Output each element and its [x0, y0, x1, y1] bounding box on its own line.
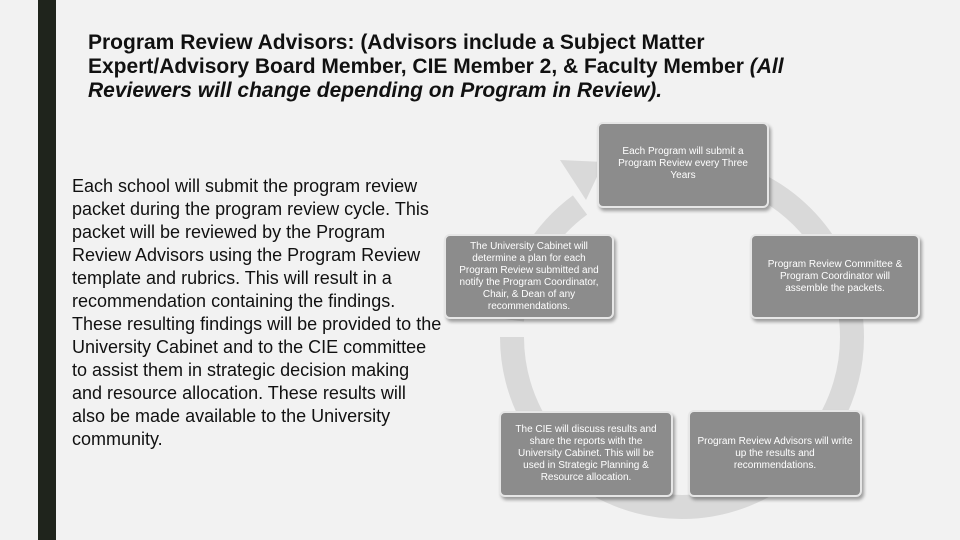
cycle-step-advisors	[688, 410, 862, 497]
cycle-step-label: The CIE will discuss results and share the reports with the University Cabinet. This will be used in Strategic Planning & Resource allocation.	[515, 424, 657, 483]
cycle-step-assemble	[750, 234, 920, 319]
cycle-step-cabinet	[444, 234, 614, 319]
title-italic: (All Reviewers will change depending on Program in Review).	[88, 55, 784, 102]
body-text: Each school will submit the program review packet during the program review cycle. This packet will be reviewed by the Program Review Advisors using the Program Review template and rubrics. This will result in a recommendation containing the findings. These resulting findings will be provided to the University Cabinet and to the CIE committee to assist them in strategic decision making and resource allocation. These results will also be made available to the University community.	[72, 176, 442, 449]
cycle-step-cie	[499, 411, 673, 497]
cycle-step-label: Each Program will submit a Program Review every Three Years	[618, 146, 748, 181]
title-main: Program Review Advisors: (Advisors include a Subject Matter Expert/Advisory Board Member, CIE Member 2, & Faculty Member	[88, 31, 750, 78]
cycle-step-submit	[597, 122, 769, 208]
cycle-step-label: Program Review Committee & Program Coordinator will assemble the packets.	[767, 258, 903, 294]
cycle-step-label: Program Review Advisors will write up the results and recommendations.	[697, 435, 853, 471]
cycle-step-label: The University Cabinet will determine a plan for each Program Review submitted and notify the Program Coordinator, Chair, & Dean of any recommendations.	[459, 240, 599, 312]
